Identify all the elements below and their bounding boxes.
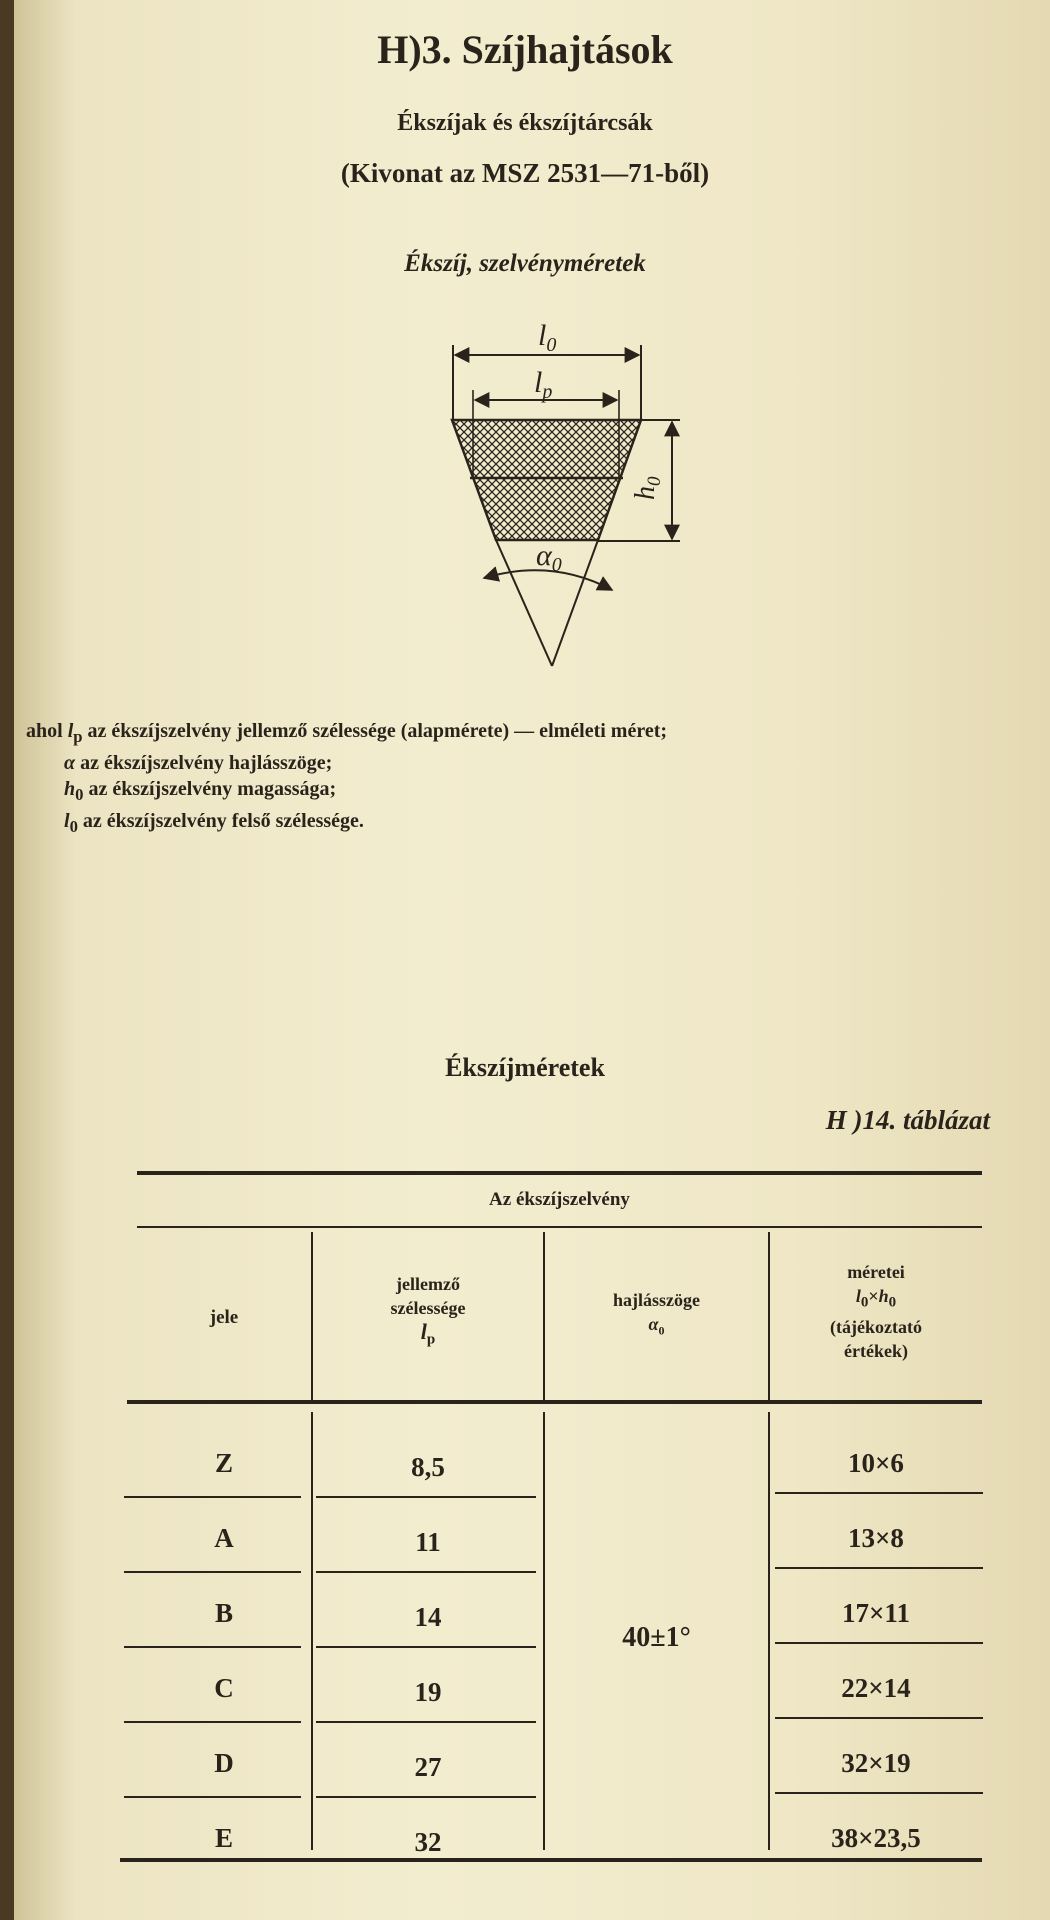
label-l0-sub: 0 — [546, 334, 557, 356]
row-size: 10×6 — [848, 1448, 904, 1478]
row-size: 13×8 — [848, 1523, 904, 1553]
row-separator — [316, 1721, 536, 1723]
note-intro: ahol — [26, 720, 63, 742]
row-size: 17×11 — [842, 1598, 910, 1628]
header-size-line1: méretei — [847, 1262, 905, 1282]
note-line-h0 — [26, 776, 986, 808]
row-lp: 14 — [414, 1602, 442, 1632]
header-angle-sym: α — [648, 1314, 659, 1334]
header-width — [313, 1272, 543, 1352]
row-separator — [775, 1717, 983, 1719]
row-separator — [316, 1796, 536, 1798]
row-separator — [775, 1567, 983, 1569]
label-l0 — [538, 319, 556, 356]
note-h0-text: az ékszíjszelvény magassága; — [88, 778, 337, 800]
label-l0-main: l — [538, 319, 547, 352]
row-lp: 8,5 — [411, 1452, 445, 1482]
note-alpha-text: az ékszíjszelvény hajlásszöge; — [80, 752, 333, 774]
row-jele: E — [214, 1823, 233, 1853]
row-separator — [124, 1721, 301, 1723]
group-header: Az ékszíjszelvény — [489, 1189, 630, 1210]
page-subtitle: Ékszíjak és ékszíjtárcsák — [397, 110, 653, 136]
table-reference: H )14. táblázat — [825, 1105, 990, 1135]
row-separator — [316, 1496, 536, 1498]
row-separator — [775, 1492, 983, 1494]
header-width-line1: jellemző — [396, 1274, 460, 1294]
label-h0-main: h — [630, 486, 661, 500]
group-header-rule — [137, 1226, 982, 1228]
row-separator — [775, 1642, 983, 1644]
table-heading: Ékszíjméretek — [445, 1053, 605, 1082]
row-lp: 19 — [414, 1677, 442, 1707]
angle-value: 40±1° — [622, 1622, 691, 1653]
row-jele: C — [214, 1673, 234, 1703]
row-separator — [124, 1496, 301, 1498]
row-jele: A — [214, 1523, 234, 1553]
note-h0-symbol: h — [64, 778, 76, 800]
header-angle-line1: hajlásszöge — [613, 1290, 700, 1310]
note-lp-text: az ékszíjszelvény jellemző szélessége (alapmérete) — elméleti méret; — [87, 720, 668, 742]
section-title: Ékszíj, szelvényméretek — [404, 250, 646, 277]
label-h0-sub: 0 — [644, 476, 665, 486]
row-lp: 27 — [414, 1752, 442, 1782]
row-size: 32×19 — [841, 1748, 911, 1778]
header-width-sym: l — [420, 1319, 427, 1344]
label-alpha0-sub: 0 — [551, 554, 562, 576]
v-belt-diagram — [0, 300, 1050, 1000]
row-size: 38×23,5 — [831, 1823, 921, 1853]
note-line-l0 — [26, 808, 986, 840]
note-l0-text: az ékszíjszelvény felső szélessége. — [82, 810, 364, 832]
row-separator — [316, 1571, 536, 1573]
label-alpha0 — [536, 539, 562, 576]
page-title: H)3. Szíjhajtások — [377, 27, 673, 72]
note-l0-symbol: l — [64, 810, 70, 832]
note-lp-sub: p — [73, 727, 83, 746]
note-h0-sub: 0 — [75, 785, 84, 804]
header-angle-sub: 0 — [658, 1323, 665, 1338]
source-note: (Kivonat az MSZ 2531—71-ből) — [340, 158, 710, 188]
note-lp-symbol: l — [67, 720, 74, 742]
note-line-alpha — [26, 750, 986, 776]
table-top-rule — [137, 1171, 982, 1175]
row-separator — [316, 1646, 536, 1648]
belt-section-hatched — [452, 420, 641, 540]
label-lp — [534, 366, 552, 403]
header-size-line3: (tájékoztató — [830, 1316, 922, 1337]
header-size-sub2: 0 — [888, 1294, 897, 1311]
row-separator — [775, 1792, 983, 1794]
header-size-sym2: h — [878, 1286, 889, 1306]
row-separator — [124, 1796, 301, 1798]
notes-block — [26, 718, 986, 840]
header-angle — [545, 1288, 768, 1343]
header-size-line4: értékek) — [844, 1340, 908, 1361]
header-angle-symbol — [545, 1312, 768, 1343]
label-alpha0-main: α — [536, 539, 552, 572]
row-jele: Z — [214, 1448, 233, 1478]
header-width-line2: szélessége — [390, 1298, 466, 1318]
header-size-x: × — [868, 1286, 879, 1306]
label-lp-sub: p — [542, 381, 553, 403]
header-width-sub: p — [426, 1331, 436, 1348]
row-lp: 32 — [414, 1827, 442, 1857]
note-alpha-symbol: α — [64, 752, 76, 774]
note-l0-sub: 0 — [69, 817, 78, 836]
label-h0 — [630, 476, 665, 500]
row-lp: 11 — [415, 1527, 441, 1557]
header-width-symbol — [313, 1320, 543, 1352]
header-size-symbol — [770, 1284, 982, 1315]
header-bottom-rule — [127, 1400, 982, 1404]
table-bottom-rule — [120, 1858, 982, 1862]
note-line-lp — [26, 718, 986, 750]
label-lp-main: l — [534, 366, 543, 399]
angle-arc — [484, 570, 612, 590]
row-size: 22×14 — [841, 1673, 911, 1703]
row-separator — [124, 1646, 301, 1648]
header-jele: jele — [209, 1307, 239, 1328]
header-size — [770, 1260, 982, 1363]
row-separator — [124, 1571, 301, 1573]
header-size-sub1: 0 — [860, 1294, 869, 1311]
header-size-sym1: l — [855, 1286, 861, 1306]
row-jele: D — [214, 1748, 234, 1778]
row-jele: B — [214, 1598, 233, 1628]
